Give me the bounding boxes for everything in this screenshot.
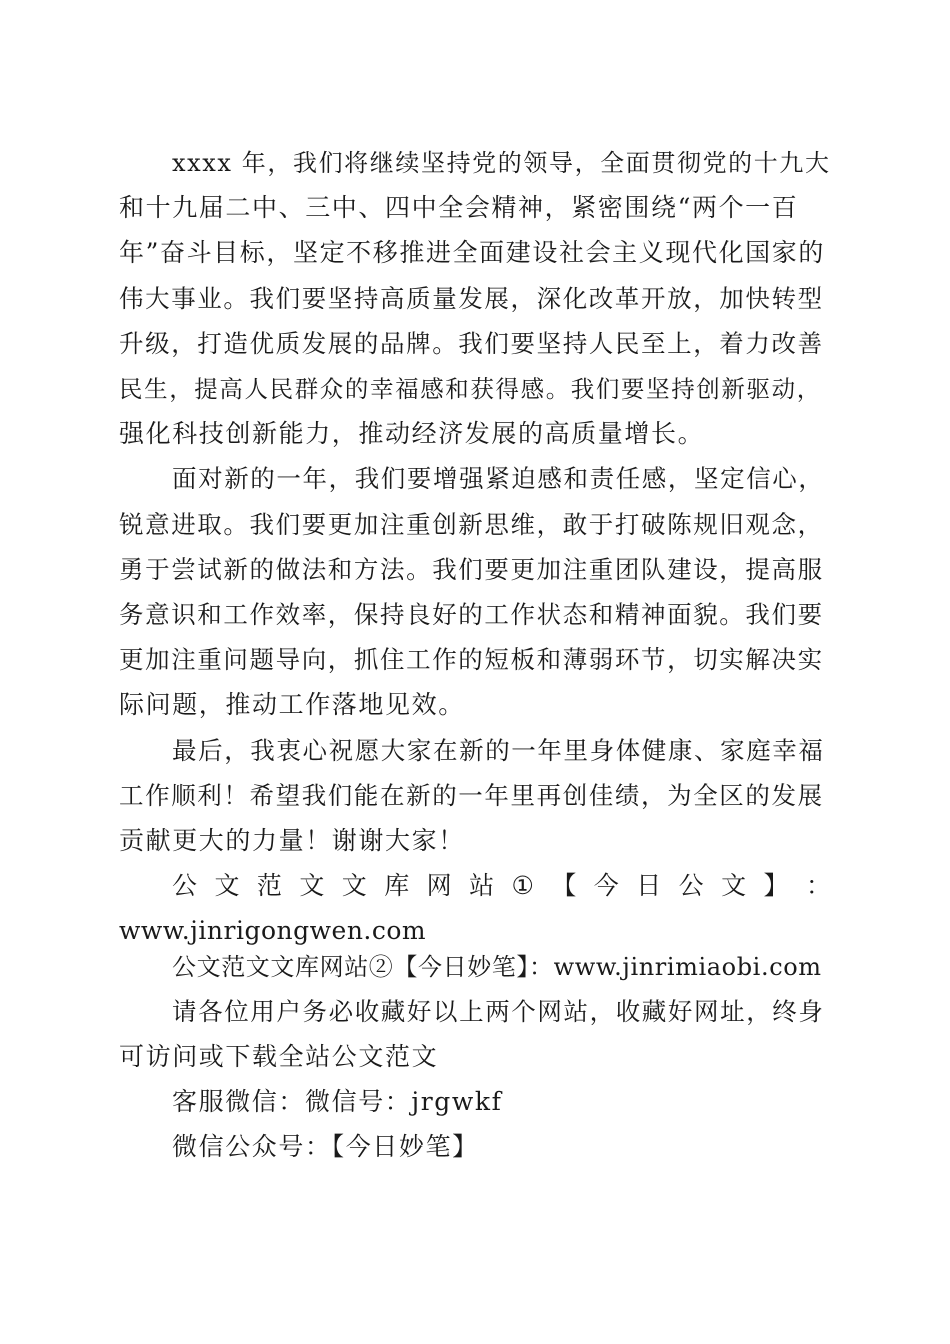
paragraph-3-line-3: 贡献更大的力量！谢谢大家！ (119, 826, 465, 855)
paragraph-2-line-1: 面对新的一年，我们要增强紧迫感和责任感，坚定信心， (172, 464, 825, 493)
paragraph-1-line-7: 强化科技创新能力，推动经济发展的高质量增长。 (119, 419, 705, 448)
paragraph-2-line-6: 际问题，推动工作落地见效。 (119, 690, 465, 719)
wechat-account: 微信公众号：【今日妙笔】 (172, 1132, 479, 1161)
site-1-char: 站 (469, 871, 495, 900)
service-wechat: 客服微信：微信号：jrgwkf (172, 1087, 503, 1116)
site-1-char: 范 (256, 871, 282, 900)
site-1-char: ① (511, 871, 534, 900)
site-1-char: ： (805, 871, 831, 900)
paragraph-2-line-3: 勇于尝试新的做法和方法。我们要更加注重团队建设，提高服 (119, 555, 824, 584)
paragraph-1-line-3: 年”奋斗目标，坚定不移推进全面建设社会主义现代化国家的 (119, 238, 825, 267)
site-1-char: 】 (763, 871, 789, 900)
paragraph-2-line-4: 务意识和工作效率，保持良好的工作状态和精神面貌。我们要 (119, 600, 824, 629)
paragraph-1-line-6: 民生，提高人民群众的幸福感和获得感。我们要坚持创新驱动， (119, 375, 822, 403)
site-1-char: 文 (299, 871, 325, 900)
site-1-char: 今 (593, 871, 619, 900)
site-1-url[interactable]: www.jinrigongwen.com (119, 916, 427, 945)
notice-line-1: 请各位用户务必收藏好以上两个网站，收藏好网址，终身 (172, 997, 825, 1026)
site-1-char: 文 (721, 871, 747, 900)
paragraph-1-line-5: 升级，打造优质发展的品牌。我们要坚持人民至上，着力改善 (119, 329, 824, 358)
site-1-char: 文 (214, 871, 240, 900)
site-1-char: 网 (426, 871, 452, 900)
site-1-char: 公 (678, 871, 704, 900)
paragraph-3-line-1: 最后，我衷心祝愿大家在新的一年里身体健康、家庭幸福 (172, 736, 825, 765)
notice-line-2: 可访问或下载全站公文范文 (119, 1042, 439, 1071)
site-1-char: 库 (384, 871, 410, 900)
paragraph-1-line-4: 伟大事业。我们要坚持高质量发展，深化改革开放，加快转型 (119, 284, 824, 313)
paragraph-2-line-2: 锐意进取。我们要更加注重创新思维，敢于打破陈规旧观念， (119, 510, 824, 539)
site-2-line[interactable]: 公文范文文库网站②【今日妙笔】：www.jinrimiaobi.com (172, 953, 822, 981)
site-1-char: 【 (551, 871, 577, 900)
site-1-char: 文 (341, 871, 367, 900)
site-1-label (172, 866, 831, 906)
site-1-char: 日 (636, 871, 662, 900)
paragraph-1-line-2: 和十九届二中、三中、四中全会精神，紧密围绕“两个一百 (119, 193, 799, 222)
paragraph-2-line-5: 更加注重问题导向，抓住工作的短板和薄弱环节，切实解决实 (119, 645, 824, 674)
paragraph-3-line-2: 工作顺利！希望我们能在新的一年里再创佳绩，为全区的发展 (119, 781, 824, 810)
site-1-char: 公 (172, 871, 198, 900)
paragraph-1-line-1: xxxx 年，我们将继续坚持党的领导，全面贯彻党的十九大 (172, 149, 831, 177)
